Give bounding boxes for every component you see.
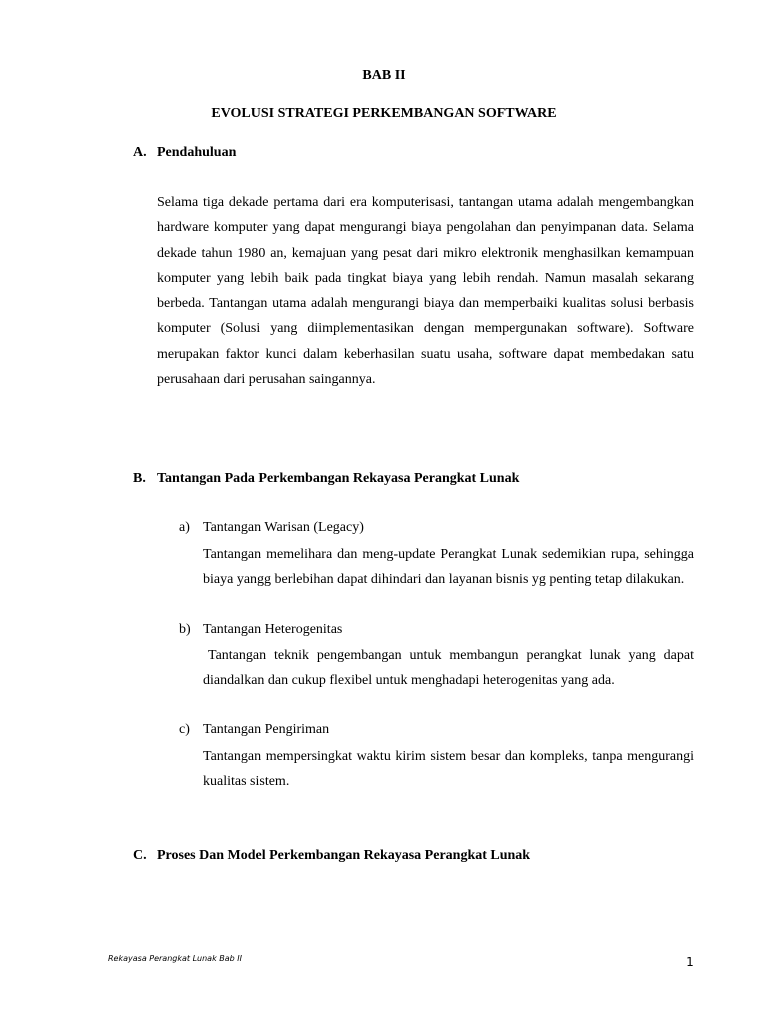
page-number: 1: [686, 955, 694, 969]
chapter-label: BAB II: [362, 68, 406, 83]
list-item-b-title: Tantangan Heterogenitas: [203, 622, 343, 637]
list-item-b-label: b): [179, 622, 191, 637]
section-c-label: C.: [133, 848, 147, 863]
section-a-heading: [133, 145, 236, 161]
list-item-a-heading: [179, 520, 364, 536]
section-a-title: Pendahuluan: [157, 145, 237, 160]
list-item-c-title: Tantangan Pengiriman: [203, 722, 330, 737]
list-item-a-label: a): [179, 520, 190, 535]
list-item-c-text: Tantangan mempersingkat waktu kirim sistem besar dan kompleks, tanpa mengurangi kualitas sistem.: [203, 749, 694, 790]
list-item-b-text: Tantangan teknik pengembangan untuk membangun perangkat lunak yang dapat diandalkan dan cukup flexibel untuk menghadapi heterogenitas yang ada.: [203, 648, 694, 689]
section-c-title: Proses Dan Model Perkembangan Rekayasa Perangkat Lunak: [157, 848, 531, 863]
section-a-paragraph: Selama tiga dekade pertama dari era komputerisasi, tantangan utama adalah mengembangkan hardware komputer yang dapat mengurangi biaya pengolahan dan penyimpanan data. Selama dekade tahun 1980 an, kemajuan yang pesat dari mikro elektronik menghasilkan kemampuan komputer yang lebih baik pada tingkat biaya yang lebih rendah. Namun masalah sekarang berbeda. Tantangan utama adalah mengurangi biaya dan memperbaiki kualitas solusi berbasis komputer (Solusi yang diimplementasikan dengan mempergunakan software). Software merupakan faktor kunci dalam keberhasilan suatu usaha, software dapat membedakan satu perusahaan dari perusahan saingannya.: [157, 195, 694, 388]
section-b-title: Tantangan Pada Perkembangan Rekayasa Perangkat Lunak: [157, 471, 520, 486]
list-item-a-text: Tantangan memelihara dan meng-update Perangkat Lunak sedemikian rupa, sehingga biaya yangg berlebihan dapat dihindari dan layanan bisnis yg penting tetap dilakukan.: [203, 547, 694, 588]
document-title: EVOLUSI STRATEGI PERKEMBANGAN SOFTWARE: [211, 106, 557, 121]
section-a-label: A.: [133, 145, 147, 160]
section-c-heading: [133, 848, 530, 864]
list-item-c-heading: [179, 722, 329, 738]
section-b-label: B.: [133, 471, 146, 486]
list-item-c-label: c): [179, 722, 190, 737]
section-b-heading: [133, 471, 519, 487]
list-item-a-title: Tantangan Warisan (Legacy): [203, 520, 364, 535]
list-item-b-heading: [179, 622, 342, 638]
footer-text: Rekayasa Perangkat Lunak Bab II: [108, 954, 242, 963]
